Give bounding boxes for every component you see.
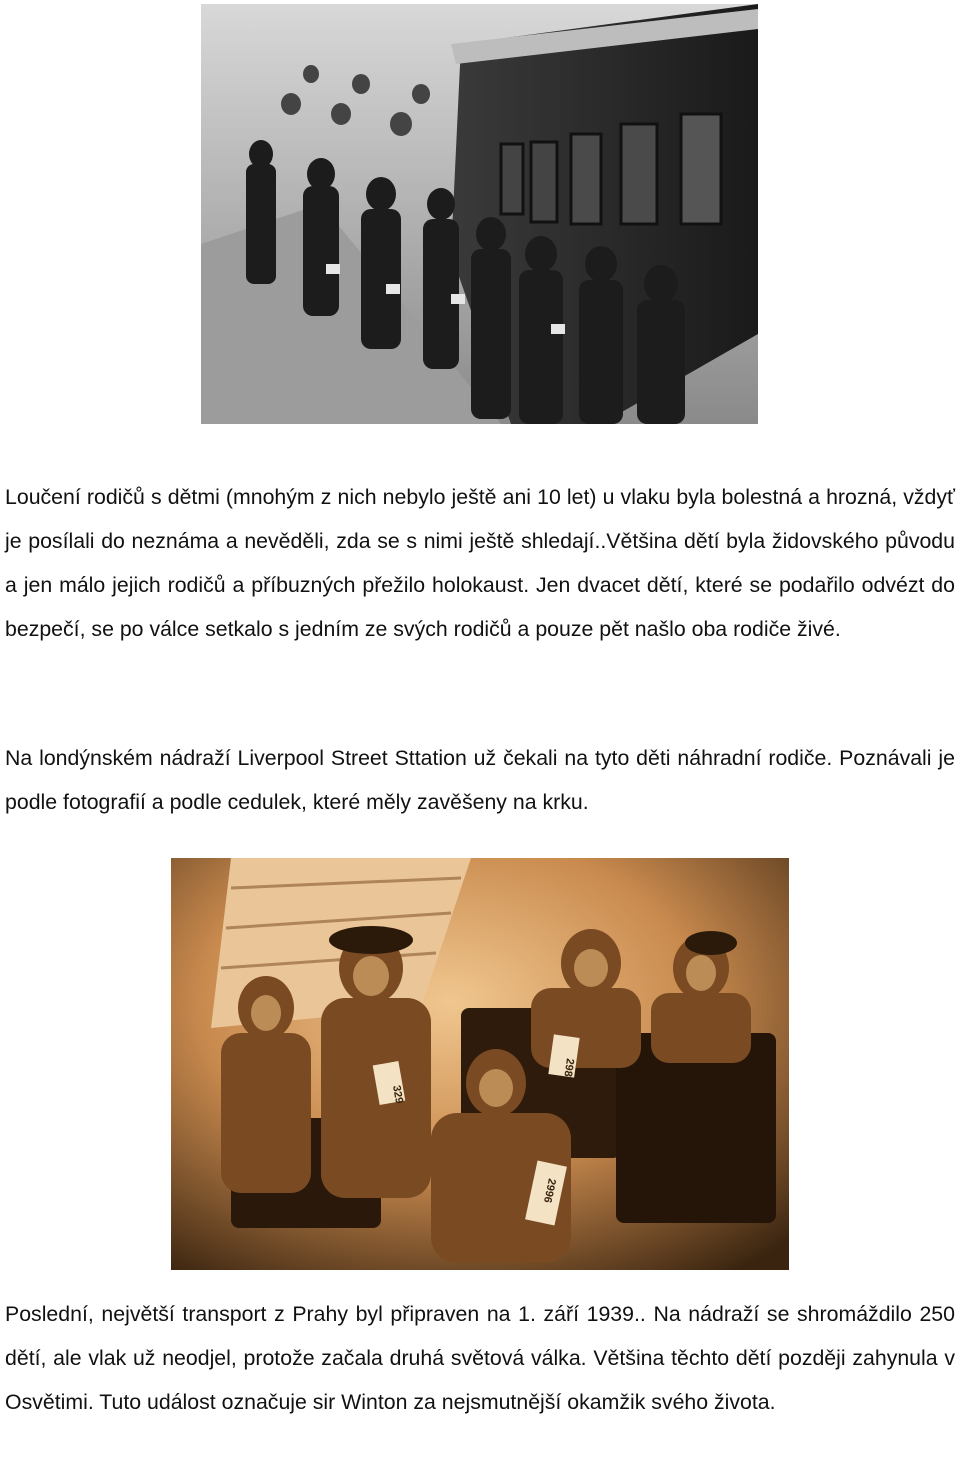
tag-number-3: 2996 [540,1177,558,1204]
paragraph-farewell: Loučení rodičů s dětmi (mnohým z nich nebylo ještě ani 10 let) u vlaku byla bolestná a hrozná, vždyť je posílali do neznáma a nevěděli, zda se s nimi ještě shledají..Většina dětí byla židovského původu a jen málo jejich rodičů a příbuzných přežilo holokaust. Jen dvacet dětí, které se podařilo odvézt do bezpečí, se po válce setkalo s jedním ze svých rodičů a pouze pět našlo oba rodiče živé. [5,485,955,641]
tag-number-2: 329 [390,1084,406,1105]
paragraph-last-transport: Poslední, největší transport z Prahy byl připraven na 1. září 1939.. Na nádraží se shromáždilo 250 dětí, ale vlak už neodjel, protože začala druhá světová válka. Většina těchto dětí později zahynula v Osvětimi. Tuto událost označuje sir Winton za nejsmutnější okamžik svého života. [5,1302,955,1414]
photo-children-boarding-train [201,4,758,424]
tag-number-1: 298 [561,1057,576,1078]
photo-children-with-luggage [171,858,789,1270]
children-photo-graphic [171,858,789,1270]
paragraph-london-station: Na londýnském nádraží Liverpool Street Sttation už čekali na tyto děti náhradní rodiče. Poznávali je podle fotografií a podle cedulek, které měly zavěšeny na krku. [5,746,955,814]
train-photo-graphic [201,4,758,424]
